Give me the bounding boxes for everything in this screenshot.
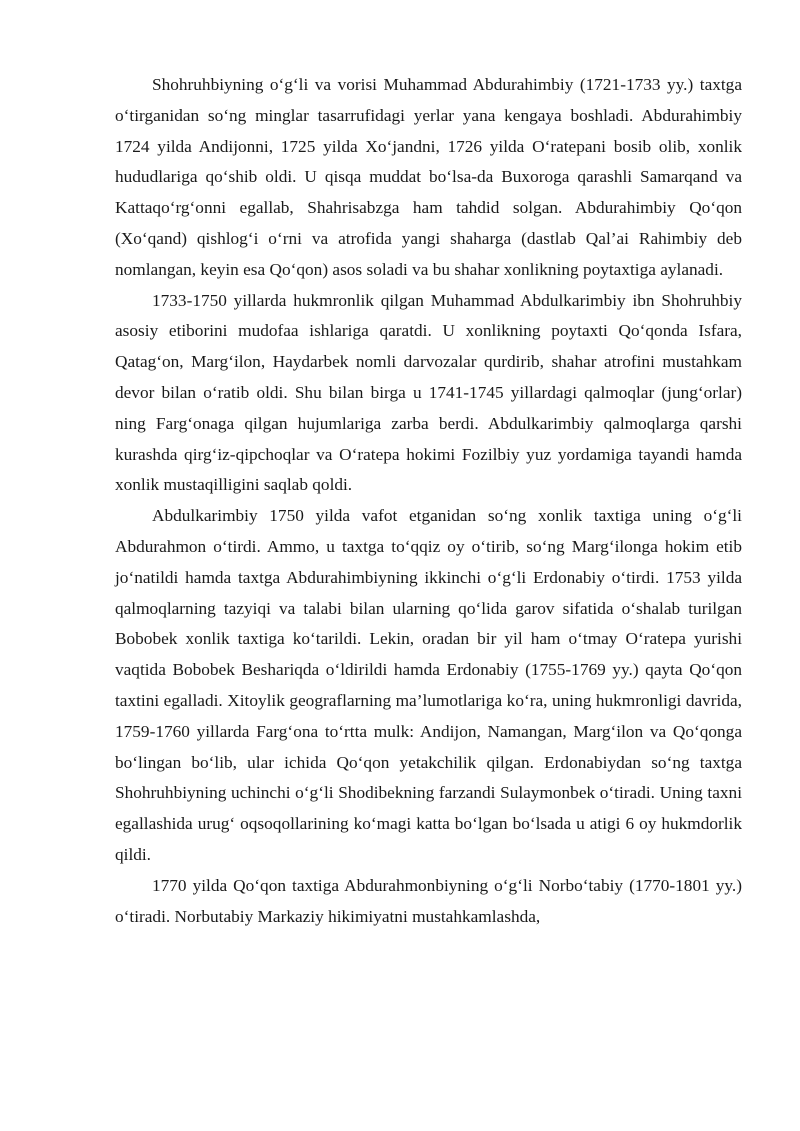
- document-page: [115, 70, 742, 932]
- paragraph-abdulkarimbiy: 1733-1750 yillarda hukmronlik qilgan Muhammad Abdulkarimbiy ibn Shohruhbiy asosiy etiborini mudofaa ishlariga qaratdi. U xonlikning poytaxti Qo‘qonda Isfara, Qatag‘on, Marg‘ilon, Haydarbek nomli darvozalar qurdirib, shahar atrofini mustahkam devor bilan o‘ratib oldi. Shu bilan birga u 1741-1745 yillardagi qalmoqlar (jung‘orlar) ning Farg‘onaga qilgan hujumlariga zarba berdi. Abdulkarimbiy qalmoqlarga qarshi kurashda qirg‘iz-qipchoqlar va O‘ratepa hokimi Fozilbiy yuz yordamiga tayandi hamda xonlik mustaqilligini saqlab qoldi.: [115, 290, 742, 495]
- paragraph-erdonabiy: Abdulkarimbiy 1750 yilda vafot etganidan so‘ng xonlik taxtiga uning o‘g‘li Abdurahmon o‘tirdi. Ammo, u taxtga to‘qqiz oy o‘tirib, so‘ng Marg‘ilonga hokim etib jo‘natildi hamda taxtga Abdurahimbiyning ikkinchi o‘g‘li Erdonabiy o‘tirdi. 1753 yilda qalmoqlarning tazyiqi va talabi bilan ularning qo‘lida garov sifatida o‘shalab turilgan Bobobek xonlik taxtiga ko‘tarildi. Lekin, oradan bir yil ham o‘tmay O‘ratepa yurishi vaqtida Bobobek Beshariqda o‘ldirildi hamda Erdonabiy (1755-1769 yy.) qayta Qo‘qon taxtini egalladi. Xitoylik geograflarning ma’lumotlariga ko‘ra, uning hukmronligi davrida, 1759-1760 yillarda Farg‘ona to‘rtta mulk: Andijon, Namangan, Marg‘ilon va Qo‘qonga bo‘lingan bo‘lib, ular ichida Qo‘qon yetakchilik qilgan. Erdonabiydan so‘ng taxtga Shohruhbiyning uchinchi o‘g‘li Shodibekning farzandi Sulaymonbek o‘tiradi. Uning taxni egallashida urug‘ oqsoqollarining ko‘magi katta bo‘lgan bo‘lsada u atigi 6 oy hukmdorlik qildi.: [115, 506, 742, 864]
- paragraph-norbotabiy: 1770 yilda Qo‘qon taxtiga Abdurahmonbiyning o‘g‘li Norbo‘tabiy (1770-1801 yy.) o‘tiradi. Norbutabiy Markaziy hikimiyatni mustahkamlashda,: [115, 875, 742, 926]
- paragraph-abdurahimbiy: Shohruhbiyning o‘g‘li va vorisi Muhammad Abdurahimbiy (1721-1733 yy.) taxtga o‘tirganidan so‘ng minglar tasarrufidagi yerlar yana kengaya boshladi. Abdurahimbiy 1724 yilda Andijonni, 1725 yilda Xo‘jandni, 1726 yilda O‘ratepani bosib olib, xonlik hududlariga qo‘shib oldi. U qisqa muddat bo‘lsa-da Buxoroga qarashli Samarqand va Kattaqo‘rg‘onni egallab, Shahrisabzga ham tahdid solgan. Abdurahimbiy Qo‘qon (Xo‘qand) qishlog‘i o‘rni va atrofida yangi shaharga (dastlab Qal’ai Rahimbiy deb nomlangan, keyin esa Qo‘qon) asos soladi va bu shahar xonlikning poytaxtiga aylanadi.: [115, 75, 742, 279]
